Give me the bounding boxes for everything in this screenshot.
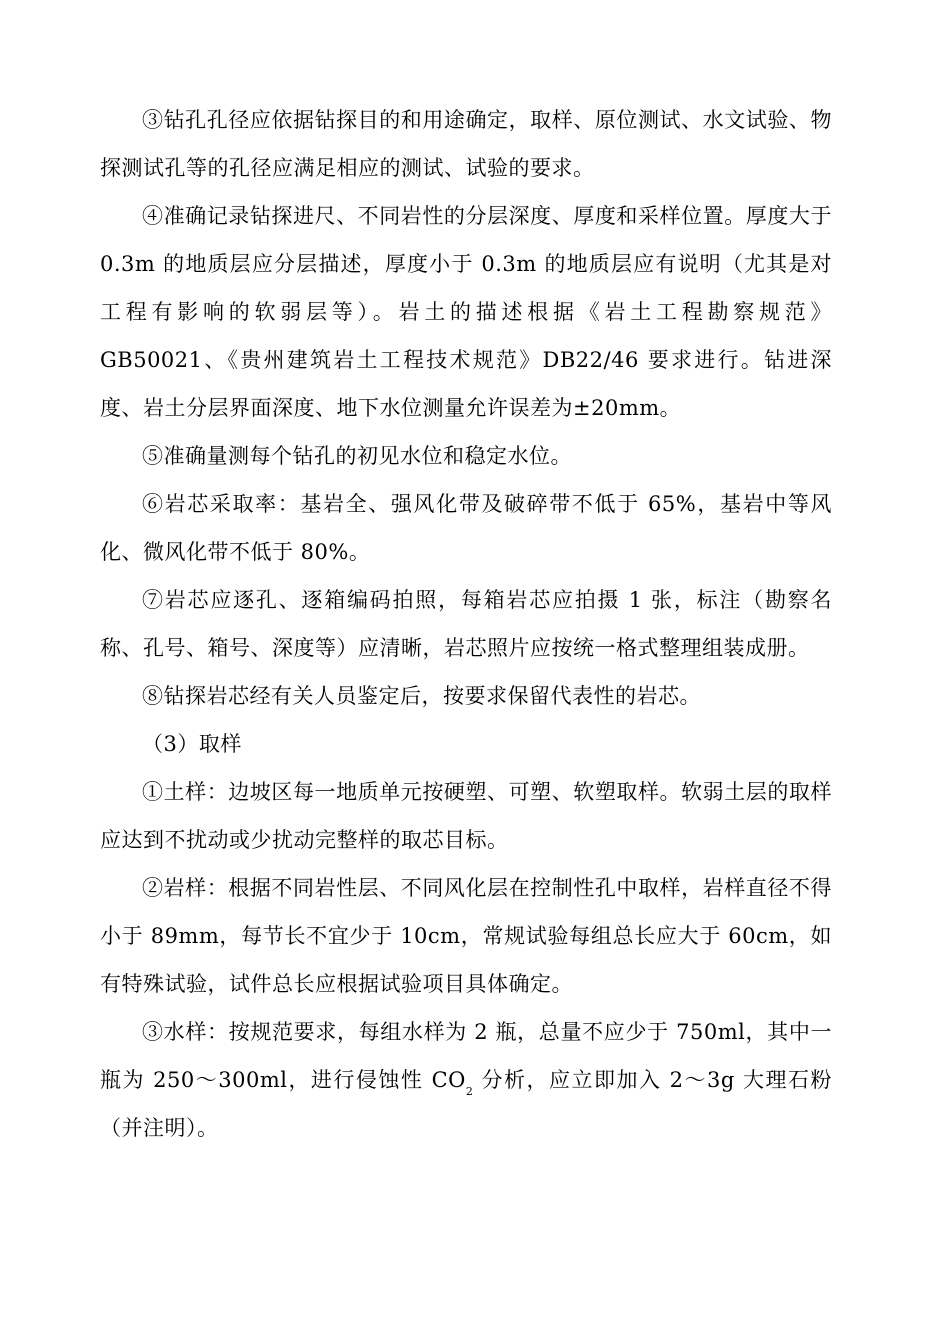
section-heading-sampling: （3）取样 [142,732,242,756]
paragraph-water-sample [100,1008,832,1152]
paragraph-rock-sample: ②岩样：根据不同岩性层、不同风化层在控制性孔中取样，岩样直径不得小于 89mm，每节长不宜少于 10cm，常规试验每组总长应大于 60cm，如有特殊试验，试件总长应根据试验项目具体确定。 [100,876,832,996]
water-sample-text-before: ③水样：按规范要求，每组水样为 2 瓶，总量不应少于 750ml，其中一瓶为 250～300ml，进行侵蚀性 CO [100,1020,832,1092]
water-sample-text-after: 分析，应立即加入 2～3g 大理石粉（并注明）。 [100,1068,832,1140]
paragraph-soil-sample: ①土样：边坡区每一地质单元按硬塑、可塑、软塑取样。软弱土层的取样应达到不扰动或少扰动完整样的取芯目标。 [100,780,832,852]
paragraph-core-retention: ⑧钻探岩芯经有关人员鉴定后，按要求保留代表性的岩芯。 [142,684,701,708]
paragraph-drilling-records: ④准确记录钻探进尺、不同岩性的分层深度、厚度和采样位置。厚度大于 0.3m 的地质层应分层描述，厚度小于 0.3m 的地质层应有说明（尤其是对工程有影响的软弱层等）。岩土的描述根据《岩土工程勘察规范》GB50021、《贵州建筑岩土工程技术规范》DB22/46 要求进行。钻进深度、岩土分层界面深度、地下水位测量允许误差为±20mm。 [100,204,832,420]
paragraph-core-photos: ⑦岩芯应逐孔、逐箱编码拍照，每箱岩芯应拍摄 1 张，标注（勘察名称、孔号、箱号、深度等）应清晰，岩芯照片应按统一格式整理组装成册。 [100,588,832,660]
paragraph-borehole-diameter: ③钻孔孔径应依据钻探目的和用途确定，取样、原位测试、水文试验、物探测试孔等的孔径应满足相应的测试、试验的要求。 [100,108,832,180]
co2-subscript: 2 [465,1085,474,1098]
paragraph-core-recovery: ⑥岩芯采取率：基岩全、强风化带及破碎带不低于 65%，基岩中等风化、微风化带不低于 80%。 [100,492,832,564]
paragraph-water-level: ⑤准确量测每个钻孔的初见水位和稳定水位。 [142,444,572,468]
